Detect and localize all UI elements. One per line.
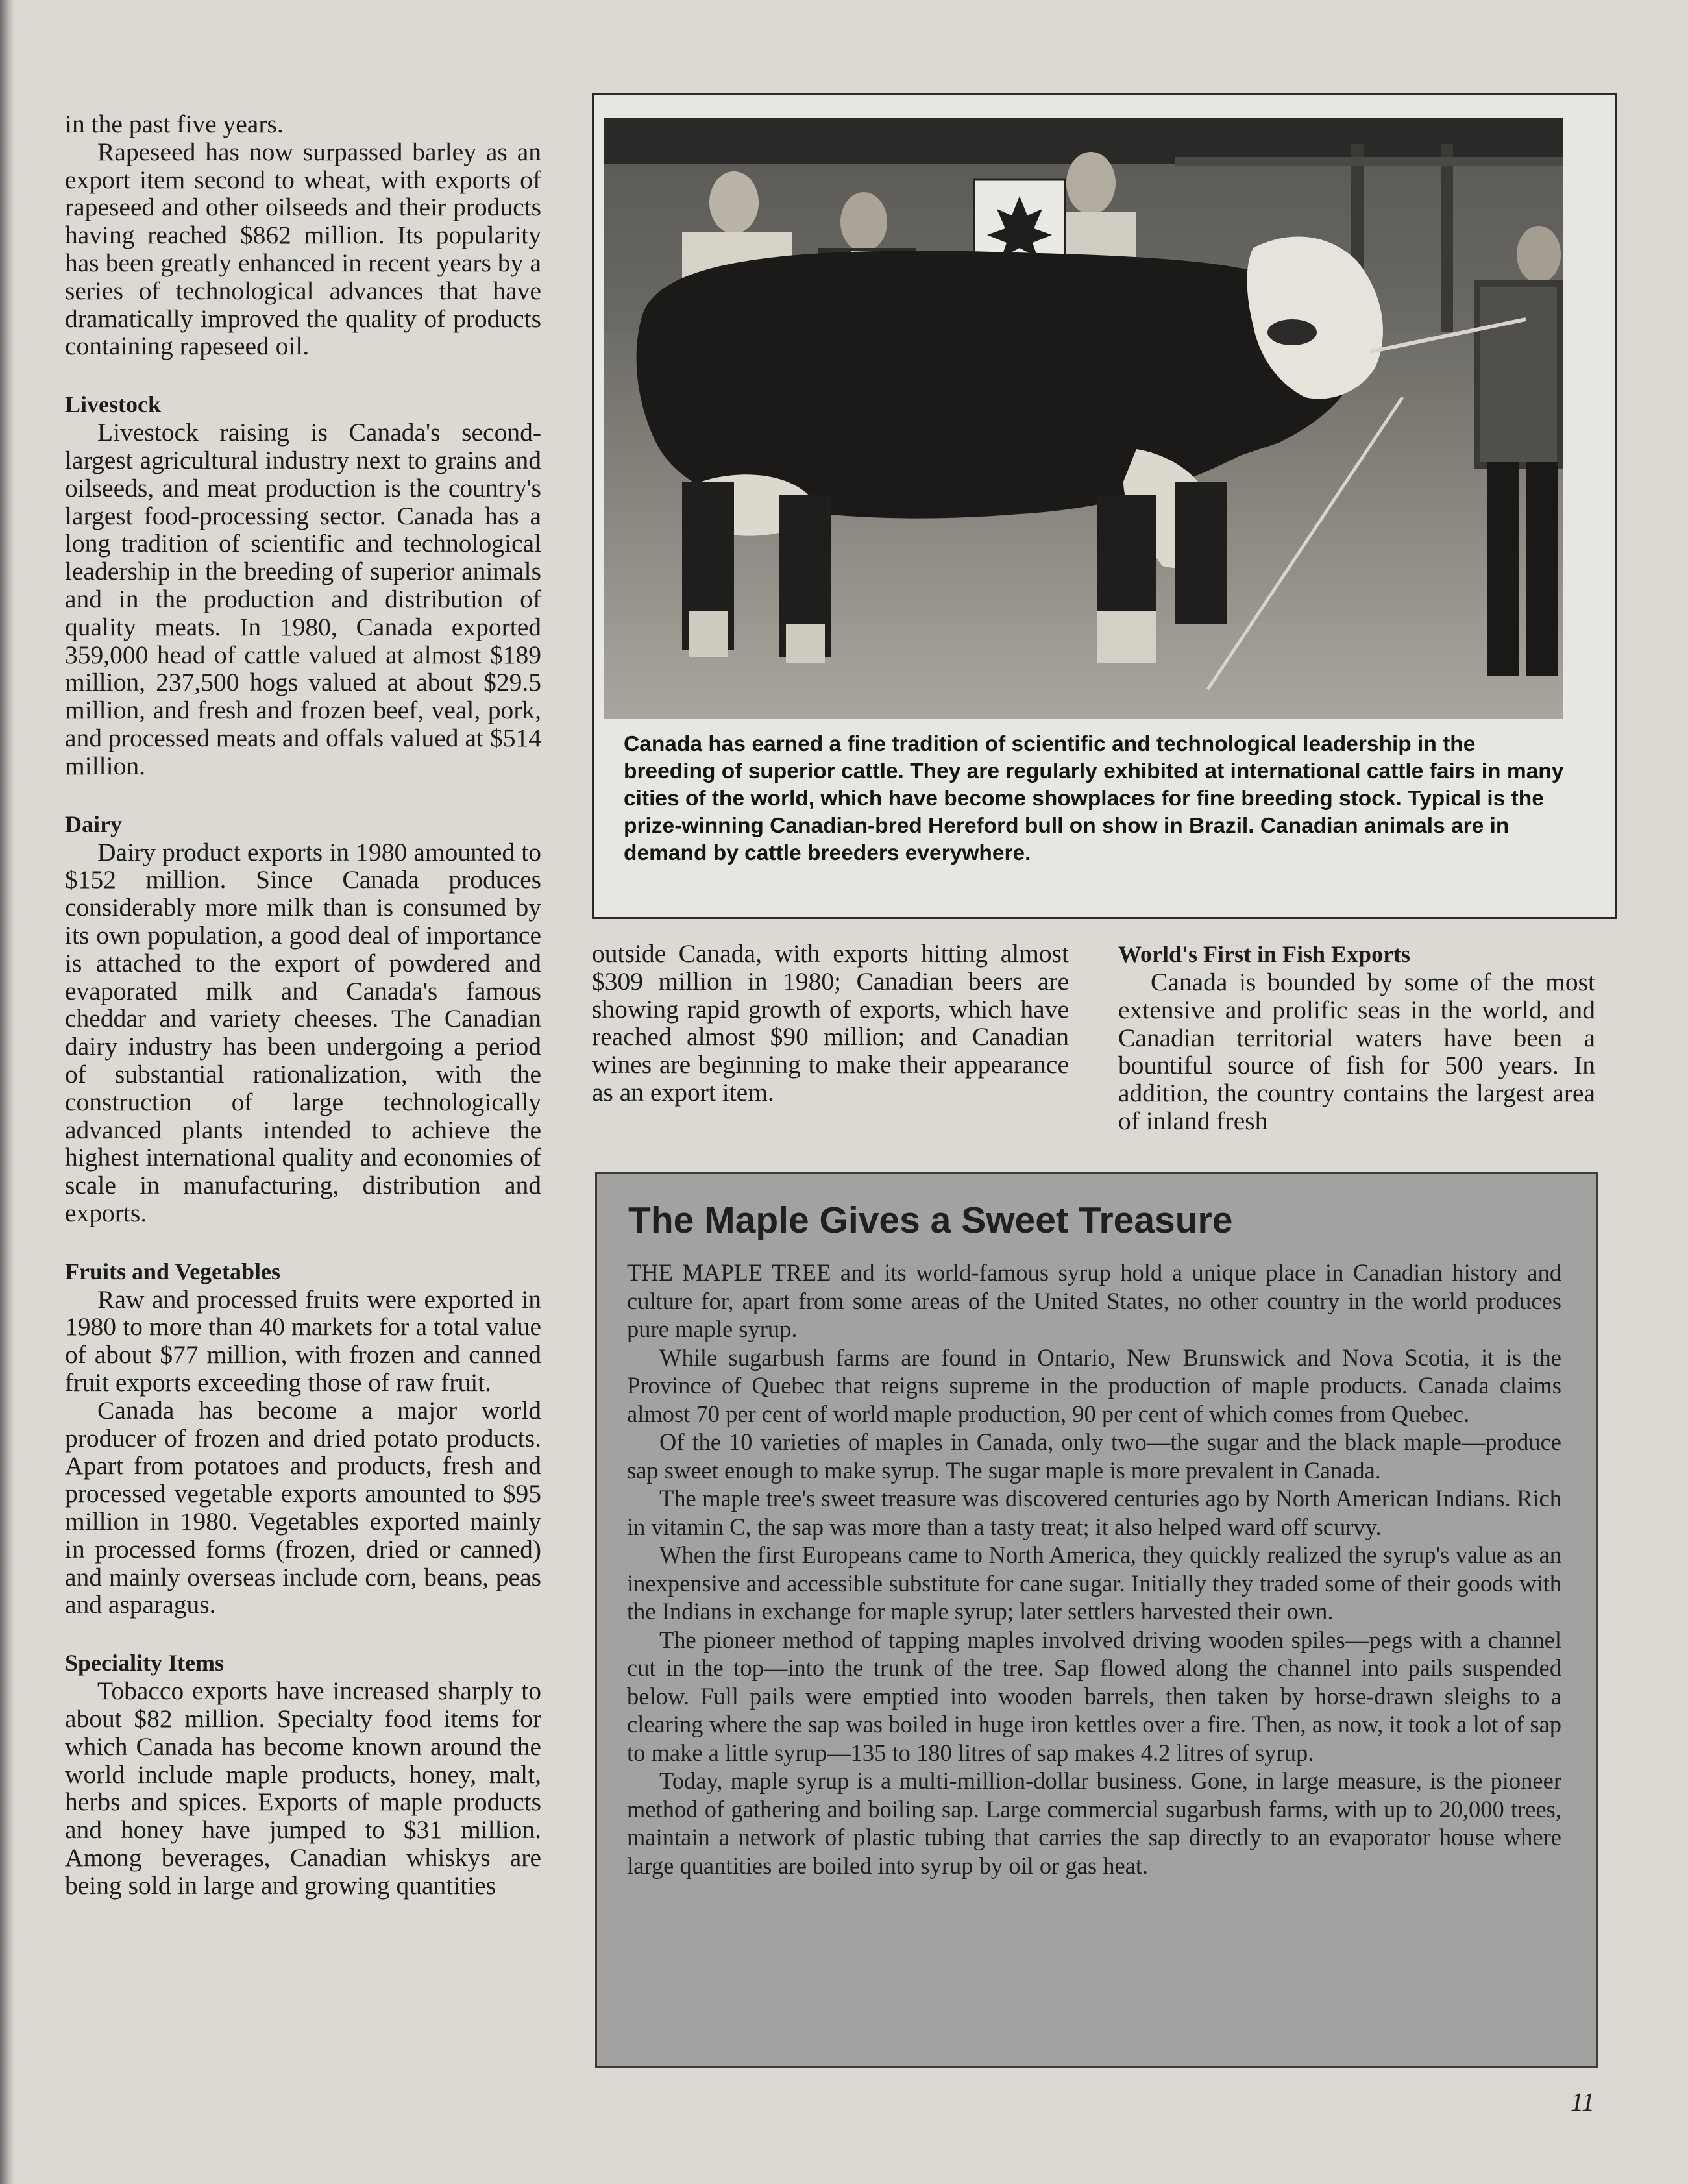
sidebar-body — [627, 1258, 1561, 1880]
intro-continuation: in the past five years. — [65, 110, 284, 138]
speciality-items-heading: Speciality Items — [65, 1650, 224, 1676]
sidebar-paragraph: When the first Europeans came to North America, they quickly realized the syrup's value as an inexpensive and accessible substitute for cane sugar. Initially they traded some of their goods with the Indians in exchange for maple syrup; later settlers harvested their own. — [627, 1541, 1561, 1625]
photo-caption: Canada has earned a fine tradition of scientific and technological leadership in the breeding of superior cattle. They are regularly exhibited at international cattle fairs in many cities of the world, which have become showplaces for fine breeding stock. Typical is the prize-winning Canadian-bred Hereford bull on show in Brazil. Canadian animals are in demand by cattle breeders everywhere. — [624, 732, 1564, 865]
livestock-paragraph: Livestock raising is Canada's second-largest agricultural industry next to grains and oilseeds, and meat production is the country's largest food-processing sector. Canada has a long tradition of scientific and technological leadership in the breeding of superior animals and in the production and distribution of quality meats. In 1980, Canada exported 359,000 head of cattle valued at almost $189 million, 237,500 hogs valued at about $29.5 million, and fresh and frozen beef, veal, pork, and processed meats and offals valued at $514 million. — [65, 418, 541, 780]
vegetables-paragraph: Canada has become a major world producer of frozen and dried potato products. Apart from potatoes and products, fresh and processed vegetable exports amounted to $95 million in 1980. Vegetables exported mainly in processed forms (frozen, dried or canned) and mainly overseas include corn, beans, peas and asparagus. — [65, 1395, 541, 1619]
sidebar-paragraph: Today, maple syrup is a multi-million-dollar business. Gone, in large measure, is the pioneer method of gathering and boiling sap. Large commercial sugarbush farms, with up to 20,000 trees, maintain a network of plastic tubing that carries the sap directly to an evaporator house where large quantities are boiled into syrup by oil or gas heat. — [627, 1767, 1561, 1879]
photo-figure — [592, 93, 1617, 919]
dairy-heading: Dairy — [65, 811, 122, 837]
fish-paragraph: Canada is bounded by some of the most extensive and prolific seas in the world, and Canadian territorial waters have been a bountiful source of fish for 500 years. In addition, the country contains the largest area of inland fresh — [1118, 968, 1595, 1135]
fish-exports-heading: World's First in Fish Exports — [1118, 941, 1411, 967]
sidebar-paragraph: Of the 10 varieties of maples in Canada, only two—the sugar and the black maple—produce sap sweet enough to make syrup. The sugar maple is more prevalent in Canada. — [627, 1429, 1561, 1484]
sidebar-paragraph: The maple tree's sweet treasure was discovered centuries ago by North American Indians. Rich in vitamin C, the sap was more than a tasty treat; it also helped ward off scurvy. — [627, 1485, 1561, 1540]
sidebar-paragraph: The pioneer method of tapping maples involved driving wooden spiles—pegs with a channel cut in the top—into the trunk of the tree. Sap flowed along the channel into pails suspended below. Full pails were emptied into wooden barrels, then taken by horse-drawn sleighs to a clearing where the sap was boiled in huge iron kettles over a fire. Then, as now, it took a lot of sap to make a little syrup—135 to 180 litres of sap makes 4.2 litres of syrup. — [627, 1626, 1561, 1766]
hereford-bull-photo — [604, 118, 1563, 719]
page-gutter-shadow — [0, 0, 14, 2184]
sidebar-title: The Maple Gives a Sweet Treasure — [628, 1199, 1233, 1241]
sidebar-paragraph: While sugarbush farms are found in Ontario, New Brunswick and Nova Scotia, it is the Province of Quebec that reigns supreme in the production of maple products. Canada claims almost 70 per cent of world maple production, 90 per cent of which comes from Quebec. — [627, 1344, 1561, 1427]
rapeseed-paragraph: Rapeseed has now surpassed barley as an export item second to wheat, with exports of rapeseed and other oilseeds and their products having reached $862 million. Its popularity has been greatly enhanced in recent years by a series of technological advances that have dramatically improved the quality of products containing rapeseed oil. — [65, 137, 541, 361]
fruits-paragraph: Raw and processed fruits were exported in 1980 to more than 40 markets for a total value of about $77 million, with frozen and canned fruit exports exceeding those of raw fruit. — [65, 1284, 541, 1397]
beverages-continuation: outside Canada, with exports hitting almost $309 million in 1980; Canadian beers are showing rapid growth of exports, which have reached almost $90 million; and Canadian wines are beginning to make their appearance as an export item. — [592, 939, 1069, 1107]
photo-illustration — [604, 118, 1563, 719]
middle-column — [592, 940, 1069, 1107]
sidebar-paragraph: THE MAPLE TREE and its world-famous syrup hold a unique place in Canadian history and culture for, apart from some areas of the United States, no other country in the world produces pure maple syrup. — [627, 1259, 1561, 1342]
speciality-paragraph: Tobacco exports have increased sharply to about $82 million. Specialty food items for which Canada has become known around the world include maple products, honey, malt, herbs and spices. Exports of maple products and honey have jumped to $31 million. Among beverages, Canadian whiskys are being sold in large and growing quantities — [65, 1676, 541, 1900]
right-column — [1118, 940, 1595, 1135]
page-number: 11 — [1571, 2087, 1595, 2117]
maple-sidebar — [595, 1172, 1598, 2068]
livestock-heading: Livestock — [65, 391, 161, 418]
dairy-paragraph: Dairy product exports in 1980 amounted to $152 million. Since Canada produces considerably more milk than is consumed by its own population, a good deal of importance is attached to the export of powdered and evaporated milk and Canada's famous cheddar and variety cheeses. The Canadian dairy industry has been undergoing a period of substantial rationalization, with the construction of large technologically advanced plants intended to achieve the highest international quality and economies of scale in manufacturing, distribution and exports. — [65, 837, 541, 1227]
fruits-vegetables-heading: Fruits and Vegetables — [65, 1258, 281, 1284]
left-column — [65, 110, 541, 1900]
